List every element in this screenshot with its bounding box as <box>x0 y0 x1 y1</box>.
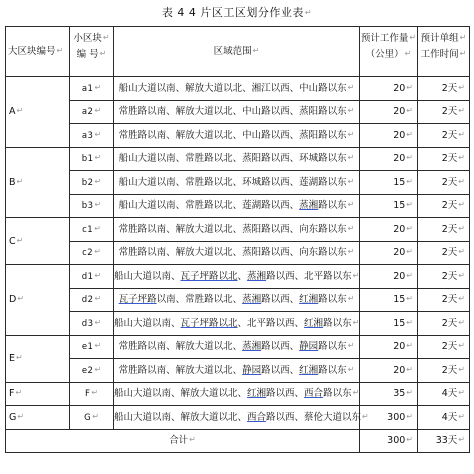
work-time-cell: 2天↵ <box>418 77 470 101</box>
table-row <box>6 312 470 336</box>
area-cell: 常胜路以南、解放大道以北、中山路以西、蒸阳路以东↵ <box>114 100 360 124</box>
work-time-cell: 2天↵ <box>418 100 470 124</box>
workload-cell: 20↵ <box>360 218 418 242</box>
total-label: 合计↵ <box>6 429 360 453</box>
workload-cell: 20↵ <box>360 147 418 171</box>
header-work-time: 预计单组↵ 工作时间↵ <box>418 27 470 77</box>
minor-block-cell: e2↵ <box>70 359 114 383</box>
work-zone-table <box>5 26 470 453</box>
work-time-cell: 2天↵ <box>418 194 470 218</box>
minor-block-cell: a3↵ <box>70 124 114 148</box>
area-cell: 瓦子坪路以南、常胜路以北、蒸湘路以西、红湘路以东↵ <box>114 288 360 312</box>
total-workload: 300↵ <box>360 429 418 453</box>
major-block-cell: C↵ <box>6 218 70 265</box>
area-cell: 船山大道以南、瓦子坪路以北、北平路以西、红湘路以东↵ <box>114 312 360 336</box>
work-time-cell: 2天↵ <box>418 171 470 195</box>
area-cell: 船山大道以南、常胜路以北、蒸阳路以西、环城路以东↵ <box>114 147 360 171</box>
workload-cell: 20↵ <box>360 241 418 265</box>
total-work-time: 33天↵ <box>418 429 470 453</box>
header-row <box>6 27 470 77</box>
minor-block-cell: b2↵ <box>70 171 114 195</box>
workload-cell: 20↵ <box>360 359 418 383</box>
work-time-cell: 4天↵ <box>418 406 470 430</box>
area-cell: 常胜路以南、解放大道以北、静园路以西、红湘路以东↵ <box>114 359 360 383</box>
area-cell: 船山大道以南、常胜路以北、莲湖路以西、蒸湘路以东↵ <box>114 194 360 218</box>
work-time-cell: 4天↵ <box>418 382 470 406</box>
work-time-cell: 2天↵ <box>418 218 470 242</box>
table-row <box>6 335 470 359</box>
header-minor-block: 小区块↵ 编 号↵ <box>70 27 114 77</box>
minor-block-cell: G↵ <box>70 406 114 430</box>
workload-cell: 20↵ <box>360 265 418 289</box>
area-cell: 常胜路以南、解放大道以北、蒸湘路以西、静园路以东↵ <box>114 335 360 359</box>
workload-cell: 15↵ <box>360 171 418 195</box>
major-block-cell: A↵ <box>6 77 70 148</box>
workload-cell: 20↵ <box>360 124 418 148</box>
table-row <box>6 194 470 218</box>
workload-cell: 15↵ <box>360 194 418 218</box>
minor-block-cell: c1↵ <box>70 218 114 242</box>
table-row <box>6 218 470 242</box>
table-row <box>6 382 470 406</box>
work-time-cell: 2天↵ <box>418 312 470 336</box>
work-time-cell: 2天↵ <box>418 288 470 312</box>
workload-cell: 300↵ <box>360 406 418 430</box>
minor-block-cell: d3↵ <box>70 312 114 336</box>
table-title: 表 4 4 片区工区划分作业表↵ <box>161 6 313 19</box>
work-time-cell: 2天↵ <box>418 359 470 383</box>
major-block-cell: F↵ <box>6 382 70 406</box>
workload-cell: 35↵ <box>360 382 418 406</box>
area-cell: 船山大道以南、解放大道以北、湘江以西、中山路以东↵ <box>114 77 360 101</box>
workload-cell: 20↵ <box>360 335 418 359</box>
area-cell: 船山大道以南、常胜路以北、环城路以西、莲湖路以东↵ <box>114 171 360 195</box>
table-body <box>6 77 470 430</box>
minor-block-cell: e1↵ <box>70 335 114 359</box>
minor-block-cell: b1↵ <box>70 147 114 171</box>
header-major-block: 大区块编号↵ <box>6 27 70 77</box>
minor-block-cell: F↵ <box>70 382 114 406</box>
area-cell: 船山大道以南、瓦子坪路以北、蒸湘路以西、北平路以东↵ <box>114 265 360 289</box>
header-workload: 预计工作量↵ （公里）↵ <box>360 27 418 77</box>
table-row <box>6 406 470 430</box>
work-time-cell: 2天↵ <box>418 265 470 289</box>
minor-block-cell: c2↵ <box>70 241 114 265</box>
minor-block-cell: d2↵ <box>70 288 114 312</box>
table-row <box>6 124 470 148</box>
table-row <box>6 288 470 312</box>
work-time-cell: 2天↵ <box>418 124 470 148</box>
table-row <box>6 359 470 383</box>
total-row <box>6 429 470 453</box>
major-block-cell: G↵ <box>6 406 70 430</box>
minor-block-cell: a1↵ <box>70 77 114 101</box>
major-block-cell: E↵ <box>6 335 70 382</box>
workload-cell: 15↵ <box>360 312 418 336</box>
area-cell: 船山大道以南、解放大道以北、西合路以西、蔡伦大道以东↵ <box>114 406 360 430</box>
minor-block-cell: d1↵ <box>70 265 114 289</box>
table-row <box>6 171 470 195</box>
table-row <box>6 100 470 124</box>
area-cell: 船山大道以南、解放大道以北、红湘路以西、西合路以东↵ <box>114 382 360 406</box>
area-cell: 常胜路以南、解放大道以北、中山路以西、蒸阳路以东↵ <box>114 124 360 148</box>
area-cell: 常胜路以南、解放大道以北、蒸阳路以西、向东路以东↵ <box>114 241 360 265</box>
table-row <box>6 77 470 101</box>
major-block-cell: D↵ <box>6 265 70 336</box>
table-row <box>6 265 470 289</box>
major-block-cell: B↵ <box>6 147 70 218</box>
table-row <box>6 147 470 171</box>
workload-cell: 15↵ <box>360 288 418 312</box>
work-time-cell: 2天↵ <box>418 241 470 265</box>
work-time-cell: 2天↵ <box>418 147 470 171</box>
header-area: 区域范围↵ <box>114 27 360 77</box>
workload-cell: 20↵ <box>360 77 418 101</box>
minor-block-cell: b3↵ <box>70 194 114 218</box>
minor-block-cell: a2↵ <box>70 100 114 124</box>
area-cell: 常胜路以南、解放大道以北、蒸阳路以西、向东路以东↵ <box>114 218 360 242</box>
work-time-cell: 2天↵ <box>418 335 470 359</box>
table-row <box>6 241 470 265</box>
workload-cell: 20↵ <box>360 100 418 124</box>
